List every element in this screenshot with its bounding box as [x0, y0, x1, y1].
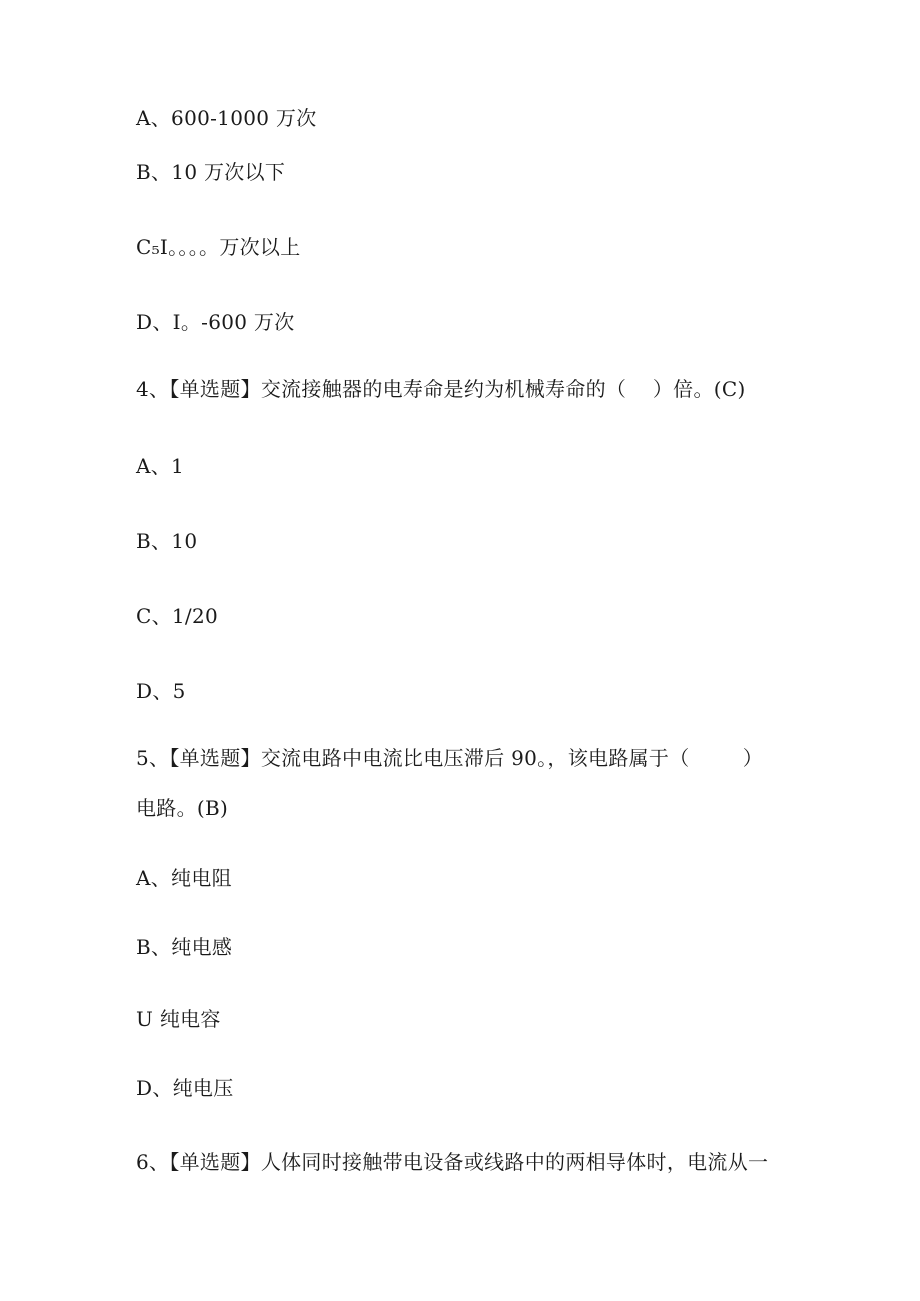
q5-option-b: B、纯电感 — [136, 935, 233, 959]
question-6-text: 6、【单选题】人体同时接触带电设备或线路中的两相导体时，电流从一 — [136, 1150, 769, 1174]
question-5-text: 5、【单选题】交流电路中电流比电压滞后 90。，该电路属于（ ） — [136, 746, 764, 770]
q4-option-d: D、5 — [136, 679, 186, 703]
q4-option-a: A、1 — [136, 454, 185, 478]
q3-option-a: A、600-1000 万次 — [136, 106, 317, 130]
q4-option-b: B、10 — [136, 529, 198, 553]
q3-option-c: C₅I。。。。万次以上 — [136, 235, 301, 259]
q3-option-d: D、I。-600 万次 — [136, 310, 295, 334]
q5-option-c: U 纯电容 — [136, 1007, 221, 1031]
q3-option-b: B、10 万次以下 — [136, 160, 286, 184]
q4-option-c: C、1/20 — [136, 604, 219, 628]
q5-option-d: D、纯电压 — [136, 1076, 234, 1100]
question-4-text: 4、【单选题】交流接触器的电寿命是约为机械寿命的（ ）倍。(C) — [136, 377, 746, 401]
q5-option-a: A、纯电阻 — [136, 866, 232, 890]
question-5-text-cont: 电路。(B) — [136, 796, 229, 820]
